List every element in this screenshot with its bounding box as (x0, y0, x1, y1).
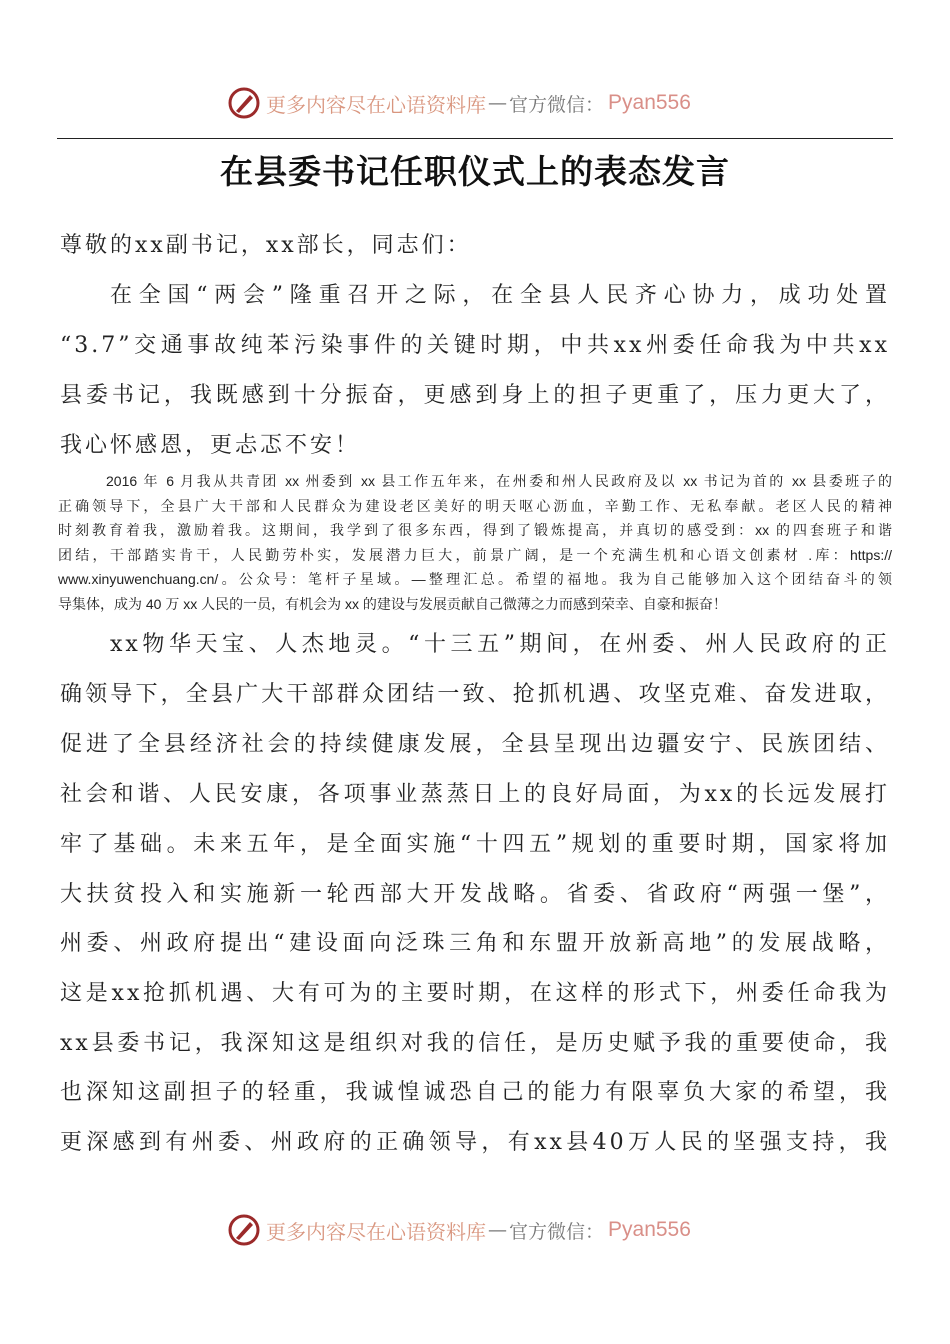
para3-line: 促进了全县经济社会的持续健康发展，全县呈现出边疆安宁、民族团结、 (60, 732, 890, 757)
para3-line: 更深感到有州委、州政府的正确领导，有xx县40万人民的坚强支持，我 (60, 1130, 890, 1155)
para3-line: 牢了基础。未来五年，是全面实施“十四五”规划的重要时期，国家将加 (60, 832, 890, 857)
pen-logo-icon (226, 85, 262, 121)
para1-line: 在全国“两会”隆重召开之际，在全县人民齐心协力，成功处置 (110, 283, 890, 308)
watermark-site: 更多内容尽在心语资料库 (266, 1219, 486, 1244)
watermark-sep: — (488, 92, 507, 114)
para3-line: 社会和谐、人民安康，各项事业蒸蒸日上的良好局面，为xx的长远发展打 (60, 782, 890, 807)
para2-line: 团结，干部踏实肯干，人民勤劳朴实，发展潜力巨大，前景广阔，是一个充满生机和心语文创素材 .库：https:// (58, 547, 892, 563)
watermark-wechat-id: Pyan556 (608, 91, 691, 114)
para3-line: xx物华天宝、人杰地灵。“十三五”期间，在州委、州人民政府的正 (110, 632, 890, 657)
para3-line: 也深知这副担子的轻重，我诚惶诚恐自己的能力有限辜负大家的希望，我 (60, 1080, 890, 1105)
pen-logo-icon (226, 1212, 262, 1248)
para1-line: “3.7”交通事故纯苯污染事件的关键时期，中共xx州委任命我为中共xx (60, 333, 890, 358)
para1-line: 县委书记，我既感到十分振奋，更感到身上的担子更重了，压力更大了， (60, 383, 890, 408)
watermark-sep: — (488, 1219, 507, 1241)
para2-line: 导集体，成为 40 万 xx 人民的一员，有机会为 xx 的建设与发展贡献自己微薄之力而感到荣幸、自豪和振奋！ (58, 596, 727, 612)
header-divider (57, 138, 893, 139)
para3-line: xx县委书记，我深知这是组织对我的信任，是历史赋予我的重要使命，我 (60, 1031, 890, 1056)
para2-line: 时刻教育着我，激励着我。这期间，我学到了很多东西，得到了锻炼提高，并真切的感受到：xx 的四套班子和谐 (58, 522, 892, 538)
para3-line: 州委、州政府提出“建设面向泛珠三角和东盟开放新高地”的发展战略， (60, 931, 890, 956)
para3-line: 这是xx抢抓机遇、大有可为的主要时期，在这样的形式下，州委任命我为 (60, 981, 890, 1006)
para1-line: 我心怀感恩，更忐忑不安！ (60, 433, 361, 458)
watermark-wechat-label: 官方微信： (509, 93, 605, 116)
watermark-site: 更多内容尽在心语资料库 (266, 92, 486, 117)
para3-line: 大扶贫投入和实施新一轮西部大开发战略。省委、省政府“两强一堡”， (60, 882, 890, 907)
watermark-wechat-label: 官方微信： (509, 1220, 605, 1243)
page-title: 在县委书记任职仪式上的表态发言 (220, 152, 730, 191)
footer-watermark (226, 1210, 726, 1250)
watermark-wechat-id: Pyan556 (608, 1218, 691, 1241)
para2-line: 正确领导下，全县广大干部和人民群众为建设老区美好的明天呕心沥血，辛勤工作、无私奉献。老区人民的精神 (58, 498, 892, 514)
para2-line: www.xinyuwenchuang.cn/。公众号：笔杆子星域。—整理汇总。希望的福地。我为自己能够加入这个团结奋斗的领 (58, 571, 892, 587)
header-watermark (226, 83, 726, 123)
para3-line: 确领导下，全县广大干部群众团结一致、抢抓机遇、攻坚克难、奋发进取， (60, 682, 890, 707)
para2-line: 2016 年 6 月我从共青团 xx 州委到 xx 县工作五年来，在州委和州人民政府及以 xx 书记为首的 xx 县委班子的 (106, 473, 892, 489)
salutation: 尊敬的xx副书记，xx部长，同志们： (60, 233, 472, 258)
